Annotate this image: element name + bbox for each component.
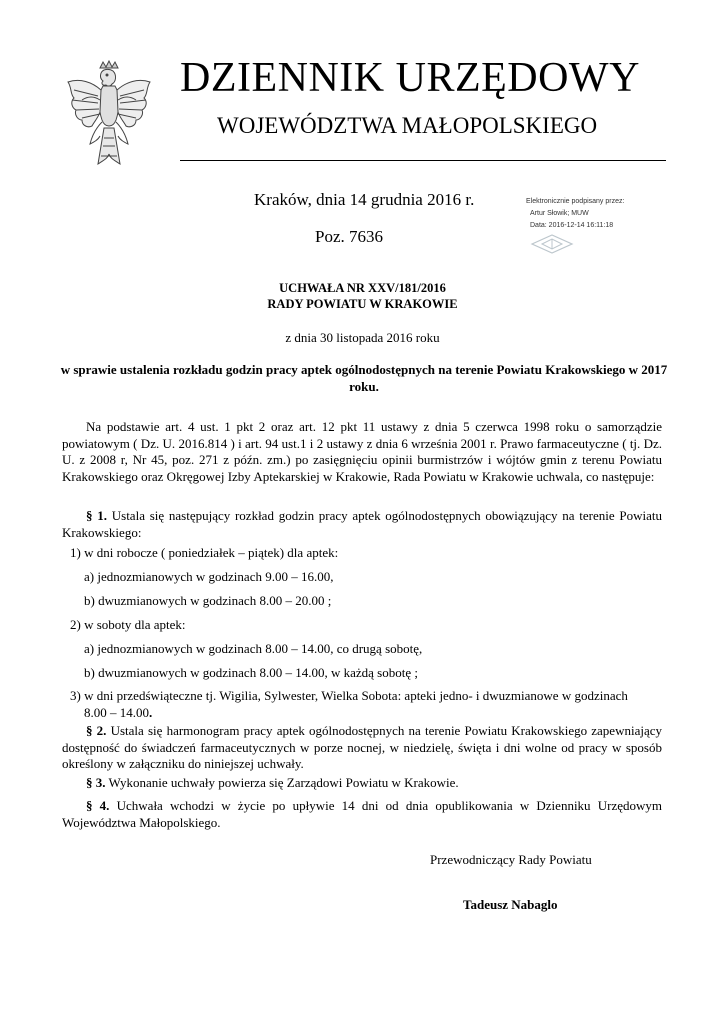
section-4-text: Uchwała wchodzi w życie po upływie 14 dni od dnia opublikowania w Dzienniku Urzędowym Województwa Małopolskiego. <box>62 798 662 830</box>
section-2-text: Ustala się harmonogram pracy aptek ogólnodostępnych na terenie Powiatu Krakowskiego zapewniający dostępność do świadczeń farmaceutycznych w porze nocnej, w niedzielę, święta i dni wolne od pracy w sposób określony w załączniku do niniejszej uchwały. <box>62 723 662 771</box>
e-signature-date: Data: 2016-12-14 16:11:18 <box>530 222 614 229</box>
section-1-mark: § 1. <box>86 508 107 523</box>
list-item-holiday-eves-hours <box>70 705 662 722</box>
holiday-hours: 8.00 – 14.00 <box>84 704 149 720</box>
section-3-mark: § 3. <box>86 775 106 790</box>
section-3 <box>62 775 662 792</box>
list-item-weekdays: 1) w dni robocze ( poniedziałek – piątek) dla aptek: <box>70 545 339 560</box>
resolution-issuer: RADY POWIATU W KRAKOWIE <box>267 297 458 311</box>
signatory-role: Przewodniczący Rady Powiatu <box>430 852 592 867</box>
list-item-saturdays: 2) w soboty dla aptek: <box>70 617 186 632</box>
resolution-date: z dnia 30 listopada 2016 roku <box>285 330 440 345</box>
section-1-text: Ustala się następujący rozkład godzin pracy aptek ogólnodostępnych obowiązujący na terenie Powiatu Krakowskiego: <box>62 508 663 540</box>
journal-subtitle: WOJEWÓDZTWA MAŁOPOLSKIEGO <box>217 113 598 138</box>
preamble-paragraph: Na podstawie art. 4 ust. 1 pkt 2 oraz art. 12 pkt 11 ustawy z dnia 5 czerwca 1998 roku o samorządzie powiatowym ( Dz. U. 2016.814 ) i art. 94 ust.1 i 2 ustawy z dnia 6 września 2001 r. Prawo farmaceutyczne ( tj. Dz. U. z 2008 r, Nr 45, poz. 271 z późn. zm.) po zasięgnięciu opinii burmistrzów i wójtów gmin z terenu Powiatu Krakowskiego oraz Okręgowej Izby Aptekarskiej w Krakowie, Rada Powiatu w Krakowie uchwala, co następuje: <box>62 419 662 484</box>
section-2-mark: § 2. <box>86 723 107 738</box>
section-1 <box>62 508 662 541</box>
e-signature-label: Elektronicznie podpisany przez: <box>526 198 625 205</box>
resolution-subject: w sprawie ustalenia rozkładu godzin pracy aptek ogólnodostępnych na terenie Powiatu Krakowskiego w 2017 roku. <box>60 362 668 394</box>
list-subitem-saturdays-single: a) jednozmianowych w godzinach 8.00 – 14.00, co drugą sobotę, <box>84 641 423 656</box>
position-number: Poz. 7636 <box>315 227 383 246</box>
e-signature-info <box>526 196 686 232</box>
list-subitem-weekdays-single: a) jednozmianowych w godzinach 9.00 – 16.00, <box>84 569 334 584</box>
section-3-text: Wykonanie uchwały powierza się Zarządowi Powiatu w Krakowie. <box>108 775 459 790</box>
list-subitem-saturdays-double: b) dwuzmianowych w godzinach 8.00 – 14.00, w każdą sobotę ; <box>84 665 418 680</box>
signature-stamp-icon <box>528 233 576 255</box>
publication-date: Kraków, dnia 14 grudnia 2016 r. <box>254 190 475 209</box>
signatory-name: Tadeusz Nabaglo <box>463 897 558 912</box>
eagle-emblem-icon <box>62 60 156 170</box>
holiday-hours-period: . <box>149 704 153 720</box>
resolution-number: UCHWAŁA NR XXV/181/2016 <box>279 281 446 295</box>
section-2 <box>62 723 662 773</box>
journal-title: DZIENNIK URZĘDOWY <box>180 55 640 101</box>
list-item-holiday-eves <box>70 688 662 721</box>
masthead-divider <box>180 160 666 161</box>
section-4 <box>62 798 662 831</box>
list-subitem-weekdays-double: b) dwuzmianowych w godzinach 8.00 – 20.00 ; <box>84 593 332 608</box>
section-4-mark: § 4. <box>86 798 110 813</box>
list-item-holiday-eves-text: 3) w dni przedświąteczne tj. Wigilia, Sylwester, Wielka Sobota: apteki jedno- i dwuzmianowe w godzinach <box>70 688 628 703</box>
e-signature-signer: Artur Słowik; MUW <box>530 210 589 217</box>
